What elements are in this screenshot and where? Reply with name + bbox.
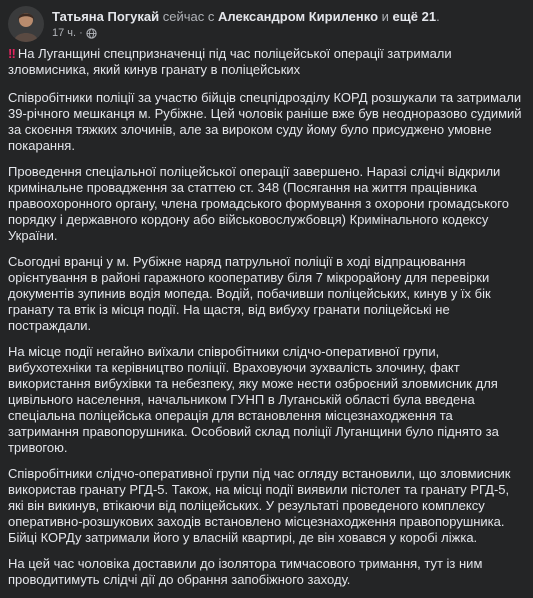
post-title-text: На Луганщині спецпризначенці під час поліцейської операції затримали зловмисника, який кинув гранату в поліцейських: [8, 46, 452, 77]
double-exclamation-icon: ‼: [8, 46, 16, 61]
avatar[interactable]: [8, 6, 44, 42]
globe-icon[interactable]: [86, 28, 97, 39]
tagged-more[interactable]: ещё 21: [392, 9, 437, 24]
header-dot: .: [436, 9, 440, 24]
post-header: [8, 6, 440, 42]
author-name[interactable]: Татьяна Погукай: [52, 9, 160, 24]
post-body: [8, 46, 526, 598]
post-paragraph: Проведення спеціальної поліцейської операції завершено. Наразі слідчі відкрили кримінальне провадження за статтею ст. 348 (Посягання на життя працівника правоохоронного органу, члена громадського формування з охорони громадського порядку і державного кордону або військовослужбовця) Кримінального кодексу України.: [8, 164, 509, 243]
and-text: и: [381, 9, 389, 24]
post-paragraph: Співробітники поліції за участю бійців спецпідрозділу КОРД розшукали та затримали 39-річного мешканця м. Рубіжне. Цей чоловік раніше вже був неодноразово судимий за скоєння тяжких злочинів, але за вироком суду йому було присуджено умовне покарання.: [8, 90, 522, 153]
with-text: сейчас с: [162, 9, 215, 24]
post-meta: [52, 25, 440, 42]
post-paragraph: На цей час чоловіка доставили до ізолятора тимчасового тримання, тут із ним проводитимуть слідчі дії до обрання запобіжного заходу.: [8, 556, 483, 587]
header-line: [52, 8, 440, 25]
post-time[interactable]: 17 ч.: [52, 27, 77, 39]
post-paragraph: На місце події негайно виїхали співробітники слідчо-оперативної групи, вибухотехніки та керівництво поліції. Враховуючи зухвалість злочину, факт використання вибухівки та небезпеку, яку може нести озброєний зловмисник для цивільного населення, начальником ГУНП в Луганській області була введена спеціальна поліцейська операція для встановлення місцезнаходження та затримання правопорушника. Особовий склад поліції Луганщини було піднято за тривогою.: [8, 344, 499, 455]
tagged-person[interactable]: Александром Кириленко: [218, 9, 379, 24]
post-paragraph: Співробітники слідчо-оперативної групи під час огляду встановили, що зловмисник використав гранату РГД-5. Також, на місці події виявили пістолет та гранату РГД-5, які він викинув, втікаючи від поліцейських. У результаті проведеного комплексу оперативно-розшукових заходів встановлено місцезнаходження правопорушника. Бійці КОРДу затримали його у власній квартирі, де він ховався у коробі ліжка.: [8, 466, 511, 545]
meta-separator: ·: [79, 27, 83, 39]
post-title: [8, 46, 526, 78]
post-paragraph: Сьогодні вранці у м. Рубіжне наряд патрульної поліції в ході відпрацювання орієнтування в районі гаражного кооперативу біля 7 мікрорайону для перевірки документів зупинив водія мопеда. Водій, побачивши поліцейських, кинув у їх бік гранату та втік із місця події. На щастя, від вибуху гранати поліцейські не постраждали.: [8, 254, 491, 333]
